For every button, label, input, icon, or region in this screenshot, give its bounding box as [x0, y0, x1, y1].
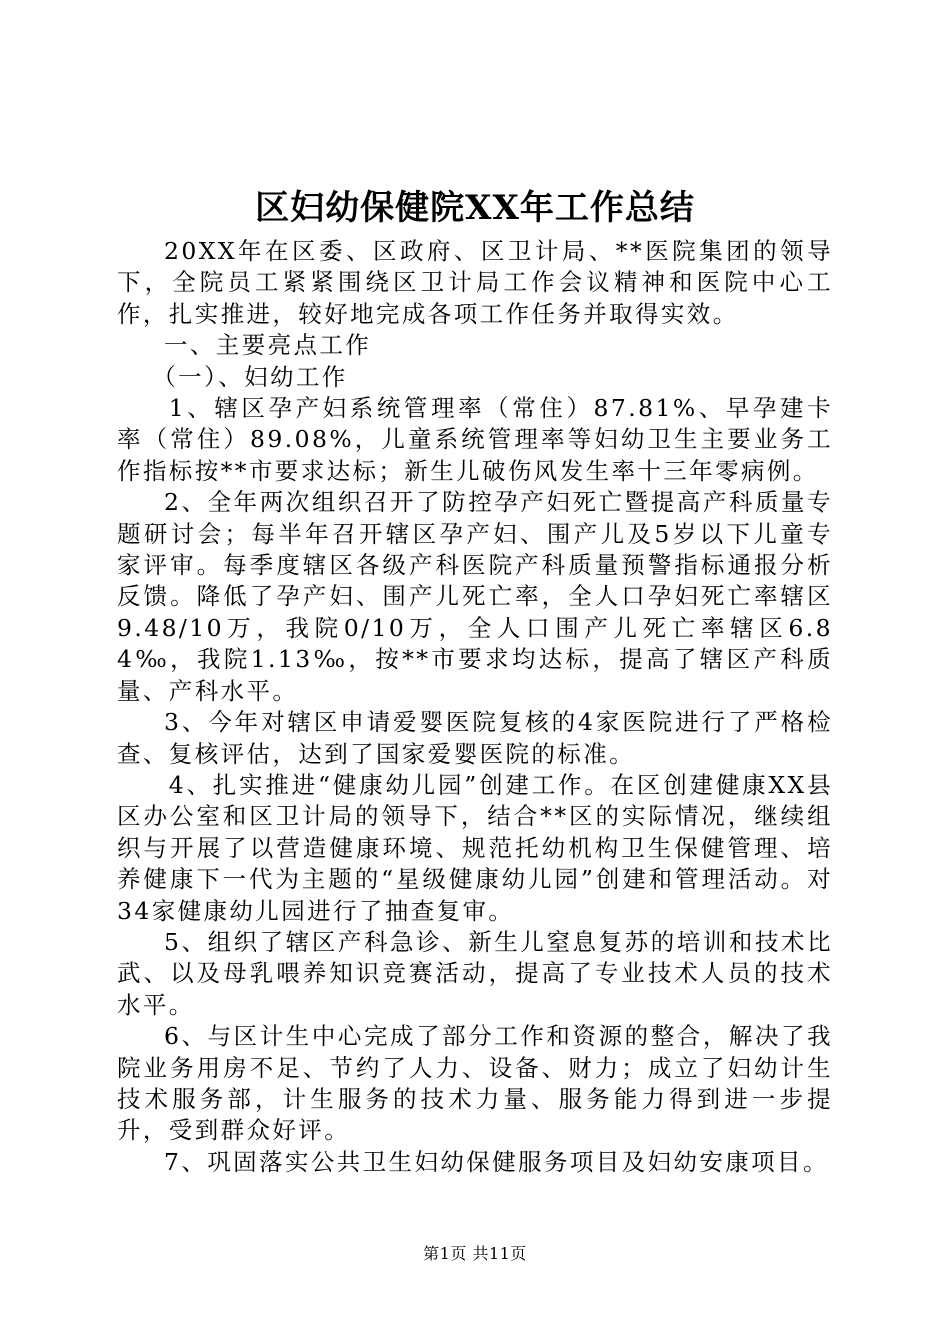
list-item-paragraph: 3、今年对辖区申请爱婴医院复核的4家医院进行了严格检查、复核评估，达到了国家爱婴医院的标准。 — [117, 708, 833, 768]
section-heading: 一、主要亮点工作 — [164, 331, 372, 360]
list-item-paragraph: 7、巩固落实公共卫生妇幼保健服务项目及妇幼安康项目。 — [164, 1147, 829, 1176]
list-item-paragraph: 2、全年两次组织召开了防控孕产妇死亡暨提高产科质量专题研讨会；每半年召开辖区孕产妇、围产儿及5岁以下儿童专家评审。每季度辖区各级产科医院产科质量预警指标通报分析反馈。降低了孕产妇、围产儿死亡率，全人口孕妇死亡率辖区9.48/10万，我院0/10万，全人口围产儿死亡率辖区6.84‰，我院1.13‰，按**市要求均达标，提高了辖区产科质量、产科水平。 — [117, 488, 833, 705]
list-item-paragraph: 4、扎实推进“健康幼儿园”创建工作。在区创建健康XX县区办公室和区卫计局的领导下，结合**区的实际情况，继续组织与开展了以营造健康环境、规范托幼机构卫生保健管理、培养健康下一代为主题的“星级健康幼儿园”创建和管理活动。对34家健康幼儿园进行了抽查复审。 — [117, 770, 833, 925]
list-item-paragraph: 6、与区计生中心完成了部分工作和资源的整合，解决了我院业务用房不足、节约了人力、设备、财力；成立了妇幼计生技术服务部，计生服务的技术力量、服务能力得到进一步提升，受到群众好评。 — [117, 1022, 833, 1145]
list-item-paragraph: 5、组织了辖区产科急诊、新生儿窒息复苏的培训和技术比武、以及母乳喂养知识竞赛活动，提高了专业技术人员的技术水平。 — [117, 927, 833, 1019]
subsection-heading: （一）、妇幼工作 — [152, 362, 348, 391]
document-title: 区妇幼保健院XX年工作总结 — [255, 188, 695, 228]
document-body — [117, 236, 833, 1178]
page-number-footer: 第1页 共11页 — [423, 1244, 527, 1263]
list-item-paragraph: 1、辖区孕产妇系统管理率（常住）87.81%、早孕建卡率（常住）89.08%，儿童系统管理率等妇幼卫生主要业务工作指标按**市要求达标；新生儿破伤风发生率十三年零病例。 — [117, 394, 833, 485]
intro-paragraph: 20XX年在区委、区政府、区卫计局、**医院集团的领导下，全院员工紧紧围绕区卫计局工作会议精神和医院中心工作，扎实推进，较好地完成各项工作任务并取得实效。 — [117, 237, 833, 328]
